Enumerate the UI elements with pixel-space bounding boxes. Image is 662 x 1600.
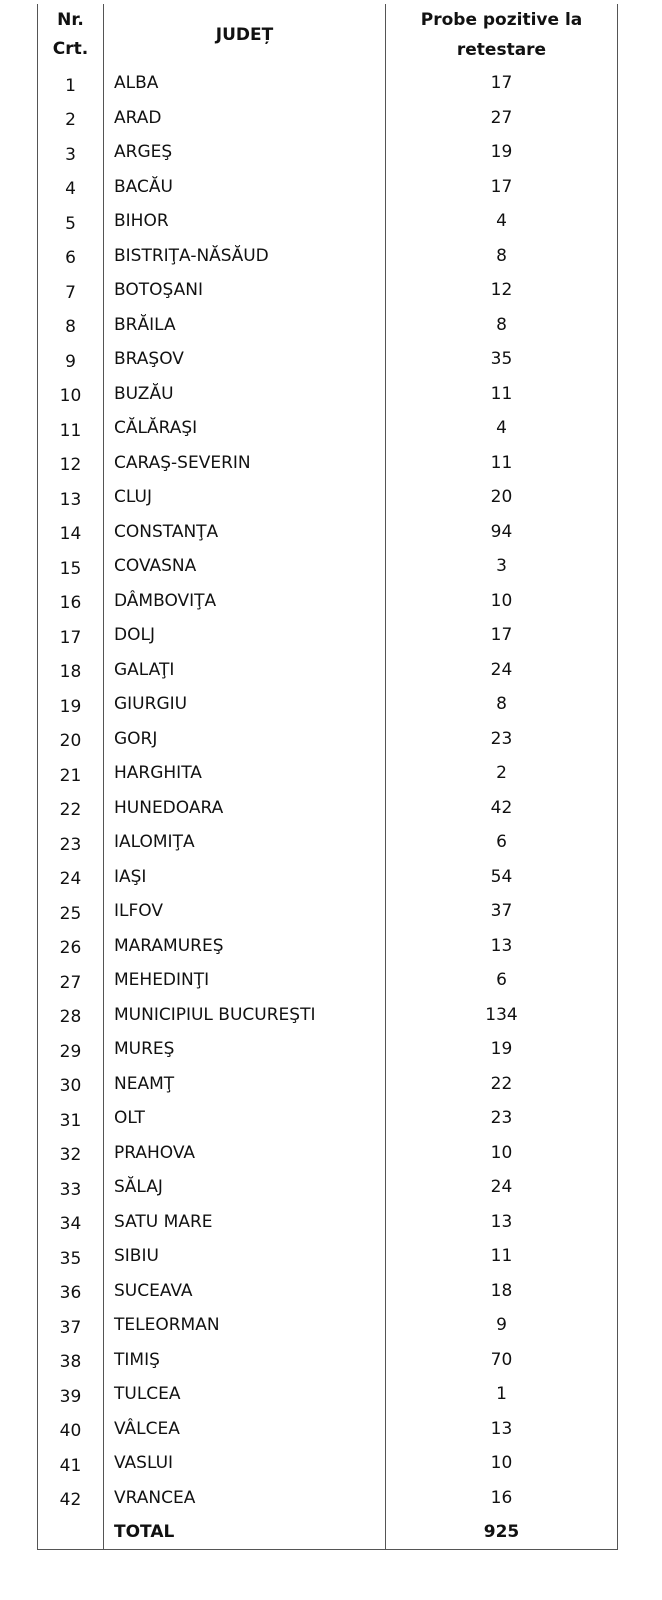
table-row: [38, 1067, 618, 1102]
row-judet: BISTRIŢA-NĂSĂUD: [104, 239, 386, 274]
row-judet: IALOMIŢA: [104, 825, 386, 860]
row-probe: 11: [386, 1239, 618, 1274]
row-number: 24: [38, 860, 104, 895]
row-number: 21: [38, 756, 104, 791]
row-number: 5: [38, 204, 104, 239]
row-number: 18: [38, 653, 104, 688]
row-number: 20: [38, 722, 104, 757]
table-row: [38, 446, 618, 481]
table-row: [38, 515, 618, 550]
row-judet: SĂLAJ: [104, 1170, 386, 1205]
table-row: [38, 894, 618, 929]
row-number: 36: [38, 1274, 104, 1309]
table-row: [38, 1274, 618, 1309]
table-row: [38, 756, 618, 791]
table-row: [38, 1481, 618, 1516]
row-probe: 20: [386, 480, 618, 515]
row-probe: 23: [386, 1101, 618, 1136]
row-judet: GIURGIU: [104, 687, 386, 722]
header-probe-text: Probe pozitive la retestare: [420, 10, 583, 60]
row-judet: SATU MARE: [104, 1205, 386, 1240]
row-number: 25: [38, 894, 104, 929]
row-number: 37: [38, 1308, 104, 1343]
row-number: 7: [38, 273, 104, 308]
row-number: 27: [38, 963, 104, 998]
total-row: [38, 1515, 618, 1550]
table-row: [38, 1136, 618, 1171]
row-probe: 6: [386, 825, 618, 860]
table-row: [38, 411, 618, 446]
row-number: 39: [38, 1377, 104, 1412]
table-row: [38, 239, 618, 274]
row-judet: DÂMBOVIŢA: [104, 584, 386, 619]
row-probe: 24: [386, 1170, 618, 1205]
total-nr-cell: [38, 1515, 104, 1550]
row-judet: MEHEDINŢI: [104, 963, 386, 998]
header-row: [38, 4, 618, 66]
row-number: 12: [38, 446, 104, 481]
row-number: 11: [38, 411, 104, 446]
row-number: 41: [38, 1446, 104, 1481]
row-judet: ILFOV: [104, 894, 386, 929]
table-row: [38, 1032, 618, 1067]
header-nr-crt: [38, 4, 104, 66]
row-probe: 37: [386, 894, 618, 929]
table-row: [38, 273, 618, 308]
row-probe: 19: [386, 135, 618, 170]
row-number: 42: [38, 1481, 104, 1516]
row-judet: CARAŞ-SEVERIN: [104, 446, 386, 481]
row-probe: 4: [386, 204, 618, 239]
row-probe: 10: [386, 1136, 618, 1171]
table-row: [38, 66, 618, 101]
row-number: 34: [38, 1205, 104, 1240]
row-probe: 2: [386, 756, 618, 791]
table-row: [38, 101, 618, 136]
row-probe: 13: [386, 1205, 618, 1240]
row-probe: 42: [386, 791, 618, 826]
row-probe: 94: [386, 515, 618, 550]
row-probe: 17: [386, 618, 618, 653]
table-row: [38, 170, 618, 205]
table-row: [38, 825, 618, 860]
row-number: 9: [38, 342, 104, 377]
row-judet: CONSTANŢA: [104, 515, 386, 550]
row-probe: 23: [386, 722, 618, 757]
table-body: [38, 66, 618, 1550]
row-number: 16: [38, 584, 104, 619]
row-probe: 11: [386, 446, 618, 481]
positive-retests-table: [37, 4, 618, 1550]
row-judet: PRAHOVA: [104, 1136, 386, 1171]
row-judet: SIBIU: [104, 1239, 386, 1274]
row-probe: 8: [386, 239, 618, 274]
row-probe: 19: [386, 1032, 618, 1067]
table-row: [38, 860, 618, 895]
row-probe: 8: [386, 687, 618, 722]
table-row: [38, 377, 618, 412]
row-judet: GALAŢI: [104, 653, 386, 688]
table-row: [38, 1170, 618, 1205]
row-probe: 54: [386, 860, 618, 895]
row-probe: 22: [386, 1067, 618, 1102]
row-number: 40: [38, 1412, 104, 1447]
header-probe: [386, 4, 618, 66]
row-probe: 16: [386, 1481, 618, 1516]
row-number: 14: [38, 515, 104, 550]
row-number: 35: [38, 1239, 104, 1274]
table-row: [38, 1101, 618, 1136]
row-number: 2: [38, 101, 104, 136]
row-probe: 10: [386, 584, 618, 619]
row-judet: BRĂILA: [104, 308, 386, 343]
row-number: 17: [38, 618, 104, 653]
table-row: [38, 653, 618, 688]
row-probe: 1: [386, 1377, 618, 1412]
row-number: 19: [38, 687, 104, 722]
row-judet: DOLJ: [104, 618, 386, 653]
row-probe: 12: [386, 273, 618, 308]
table-row: [38, 1377, 618, 1412]
row-judet: OLT: [104, 1101, 386, 1136]
header-judet: JUDEȚ: [104, 4, 386, 66]
row-judet: BOTOŞANI: [104, 273, 386, 308]
total-value: 925: [386, 1515, 618, 1550]
row-judet: HUNEDOARA: [104, 791, 386, 826]
table-row: [38, 584, 618, 619]
row-judet: IAŞI: [104, 860, 386, 895]
row-judet: HARGHITA: [104, 756, 386, 791]
table-row: [38, 687, 618, 722]
table-row: [38, 929, 618, 964]
row-probe: 70: [386, 1343, 618, 1378]
row-judet: MARAMUREŞ: [104, 929, 386, 964]
row-judet: MUNICIPIUL BUCUREŞTI: [104, 998, 386, 1033]
total-label: TOTAL: [104, 1515, 386, 1550]
row-judet: BIHOR: [104, 204, 386, 239]
row-probe: 6: [386, 963, 618, 998]
row-judet: CLUJ: [104, 480, 386, 515]
row-judet: VÂLCEA: [104, 1412, 386, 1447]
row-number: 3: [38, 135, 104, 170]
row-probe: 10: [386, 1446, 618, 1481]
row-number: 26: [38, 929, 104, 964]
table-row: [38, 1343, 618, 1378]
row-number: 29: [38, 1032, 104, 1067]
table-row: [38, 1308, 618, 1343]
row-probe: 27: [386, 101, 618, 136]
row-probe: 11: [386, 377, 618, 412]
row-number: 8: [38, 308, 104, 343]
table-row: [38, 308, 618, 343]
row-number: 4: [38, 170, 104, 205]
row-probe: 24: [386, 653, 618, 688]
row-probe: 13: [386, 1412, 618, 1447]
row-number: 32: [38, 1136, 104, 1171]
table-row: [38, 722, 618, 757]
table-row: [38, 204, 618, 239]
row-judet: TULCEA: [104, 1377, 386, 1412]
row-judet: BRAŞOV: [104, 342, 386, 377]
row-probe: 134: [386, 998, 618, 1033]
table-row: [38, 342, 618, 377]
table-row: [38, 998, 618, 1033]
table-row: [38, 791, 618, 826]
row-number: 28: [38, 998, 104, 1033]
row-number: 10: [38, 377, 104, 412]
row-judet: BACĂU: [104, 170, 386, 205]
row-number: 15: [38, 549, 104, 584]
row-judet: ARAD: [104, 101, 386, 136]
row-number: 23: [38, 825, 104, 860]
row-judet: TIMIŞ: [104, 1343, 386, 1378]
row-probe: 17: [386, 66, 618, 101]
row-probe: 9: [386, 1308, 618, 1343]
table-row: [38, 1412, 618, 1447]
row-judet: SUCEAVA: [104, 1274, 386, 1309]
row-probe: 8: [386, 308, 618, 343]
row-judet: VRANCEA: [104, 1481, 386, 1516]
row-probe: 35: [386, 342, 618, 377]
header-nr-crt-text: Nr. Crt.: [52, 10, 89, 59]
row-number: 22: [38, 791, 104, 826]
table-row: [38, 1239, 618, 1274]
row-probe: 13: [386, 929, 618, 964]
row-number: 38: [38, 1343, 104, 1378]
row-judet: MUREŞ: [104, 1032, 386, 1067]
table-row: [38, 1205, 618, 1240]
row-probe: 3: [386, 549, 618, 584]
row-number: 13: [38, 480, 104, 515]
row-probe: 18: [386, 1274, 618, 1309]
table-row: [38, 549, 618, 584]
row-judet: ALBA: [104, 66, 386, 101]
row-judet: ARGEŞ: [104, 135, 386, 170]
row-judet: TELEORMAN: [104, 1308, 386, 1343]
row-number: 33: [38, 1170, 104, 1205]
row-judet: CĂLĂRAŞI: [104, 411, 386, 446]
table-row: [38, 1446, 618, 1481]
table-row: [38, 963, 618, 998]
row-number: 1: [38, 66, 104, 101]
row-judet: NEAMŢ: [104, 1067, 386, 1102]
table-row: [38, 135, 618, 170]
row-judet: BUZĂU: [104, 377, 386, 412]
row-number: 6: [38, 239, 104, 274]
row-judet: COVASNA: [104, 549, 386, 584]
row-probe: 17: [386, 170, 618, 205]
table-row: [38, 480, 618, 515]
row-judet: VASLUI: [104, 1446, 386, 1481]
row-number: 30: [38, 1067, 104, 1102]
row-judet: GORJ: [104, 722, 386, 757]
row-number: 31: [38, 1101, 104, 1136]
row-probe: 4: [386, 411, 618, 446]
table-row: [38, 618, 618, 653]
